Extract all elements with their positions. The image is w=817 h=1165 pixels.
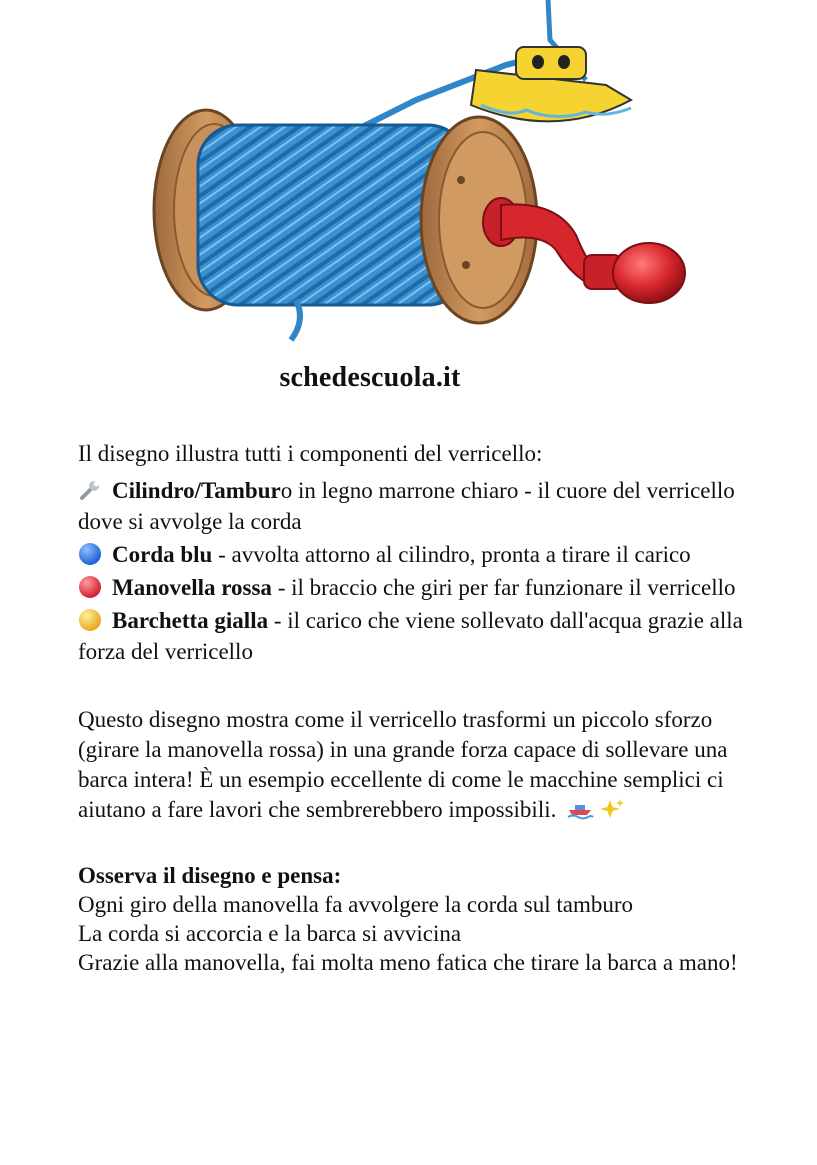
component-description: - avvolta attorno al cilindro, pronta a tirare il carico xyxy=(212,542,691,567)
think-line: Grazie alla manovella, fai molta meno fatica che tirare la barca a mano! xyxy=(78,950,738,975)
winch-illustration xyxy=(86,0,731,360)
component-description: o in legno marrone chiaro - il cuore del verricello dove si avvolge la corda xyxy=(78,478,735,534)
component-item-crank xyxy=(78,572,778,603)
intro-text: Il disegno illustra tutti i componenti del verricello: xyxy=(78,441,543,466)
boat-icon xyxy=(566,798,594,820)
wrench-icon xyxy=(78,478,102,502)
component-name: Cilindro/Tambur xyxy=(112,478,281,503)
component-item-rope xyxy=(78,539,778,570)
think-section xyxy=(78,861,778,977)
paragraph-text: Questo disegno mostra come il verricello trasformi un piccolo sforzo (girare la manovella rossa) in una grande forza capace di sollevare una barca intera! È un esempio eccellente di come le macchine semplici ci aiutano a fare lavori che sembrerebbero impossibili. xyxy=(78,707,728,822)
component-item-drum xyxy=(78,475,778,537)
sparkles-icon xyxy=(598,798,626,820)
explanation-paragraph xyxy=(78,705,778,825)
component-name: Corda blu xyxy=(112,542,213,567)
think-line: La corda si accorcia e la barca si avvicina xyxy=(78,921,462,946)
blue-circle-icon xyxy=(78,542,102,566)
component-description: - il carico che viene sollevato dall'acqua grazie alla forza del verricello xyxy=(78,608,743,664)
site-title: schedescuola.it xyxy=(279,362,461,393)
component-description: - il braccio che giri per far funzionare il verricello xyxy=(271,575,736,600)
component-name: Barchetta gialla xyxy=(112,608,269,633)
component-name: Manovella rossa xyxy=(112,575,272,600)
think-line: Ogni giro della manovella fa avvolgere la corda sul tamburo xyxy=(78,892,633,917)
think-title: Osserva il disegno e pensa: xyxy=(78,863,342,888)
component-item-boat xyxy=(78,605,778,667)
yellow-circle-icon xyxy=(78,608,102,632)
red-circle-icon xyxy=(78,575,102,599)
document-body xyxy=(78,438,778,977)
